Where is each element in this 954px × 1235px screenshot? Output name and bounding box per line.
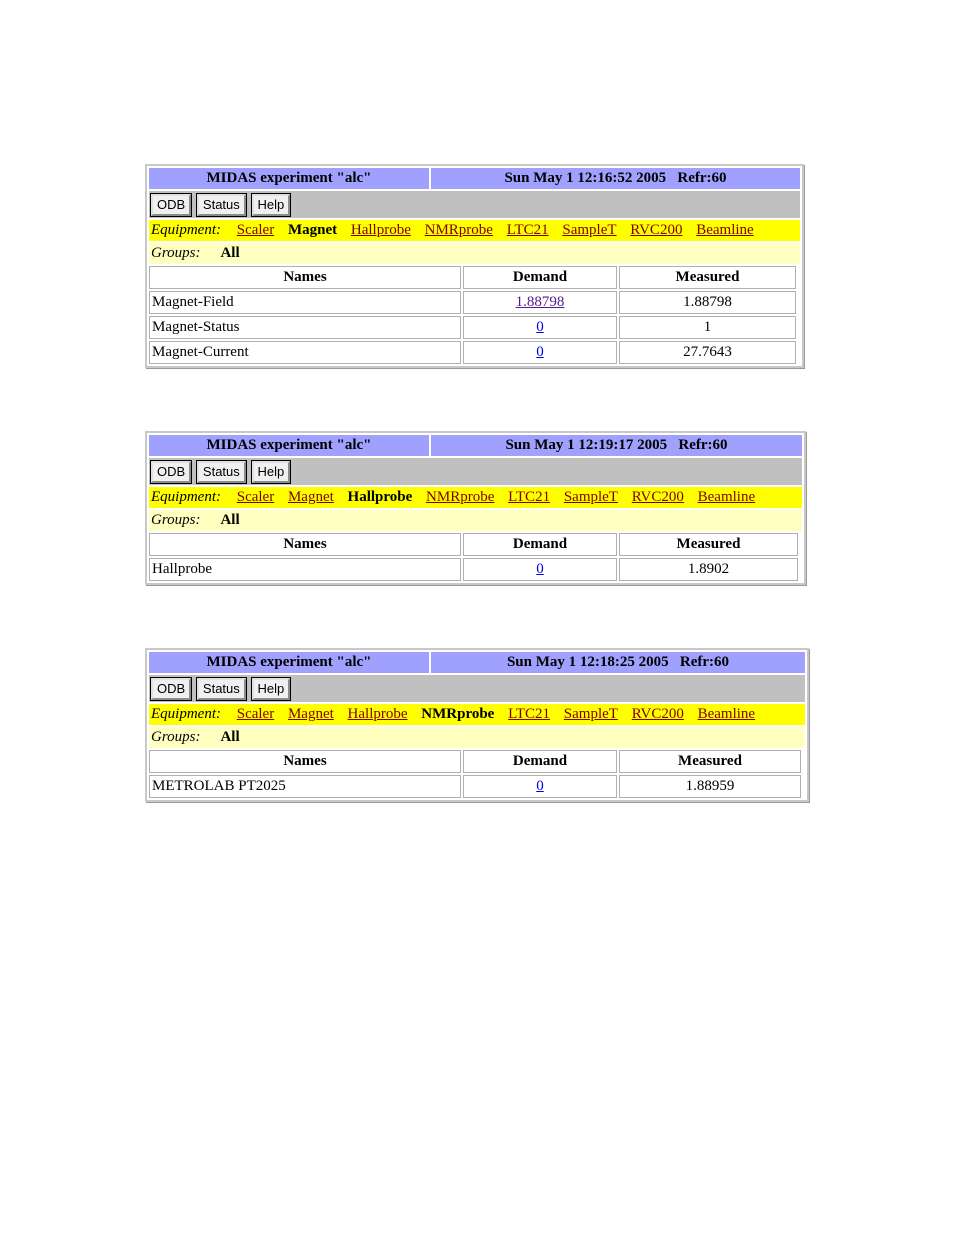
groups-bar <box>149 727 805 748</box>
status-button[interactable]: Status <box>197 461 246 483</box>
column-header-demand: Demand <box>463 266 617 289</box>
midas-table <box>147 650 807 800</box>
status-button[interactable]: Status <box>197 194 246 216</box>
button-bar <box>149 458 802 485</box>
equipment-link-rvc200[interactable]: RVC200 <box>630 222 683 238</box>
measured-value: 1.88798 <box>619 291 796 314</box>
group-current-all: All <box>220 729 240 745</box>
demand-link[interactable]: 0 <box>536 561 544 577</box>
equipment-link-rvc200[interactable]: RVC200 <box>631 489 684 505</box>
table-row <box>149 341 796 364</box>
equipment-bar <box>149 704 805 725</box>
variable-name: Hallprobe <box>149 558 461 581</box>
equipment-link-nmrprobe[interactable]: NMRprobe <box>424 222 493 238</box>
equipment-label: Equipment: <box>151 489 221 505</box>
column-header-measured: Measured <box>619 266 796 289</box>
datetime-refresh: Sun May 1 12:18:25 2005 Refr:60 <box>431 652 805 673</box>
midas-table <box>147 166 802 366</box>
datetime-refresh: Sun May 1 12:16:52 2005 Refr:60 <box>431 168 800 189</box>
experiment-title: MIDAS experiment "alc" <box>149 652 429 673</box>
measured-value: 27.7643 <box>619 341 796 364</box>
equipment-link-ltc21[interactable]: LTC21 <box>508 706 551 722</box>
experiment-title: MIDAS experiment "alc" <box>149 435 429 456</box>
midas-panel-magnet <box>145 164 804 368</box>
equipment-link-hallprobe[interactable]: Hallprobe <box>347 706 408 722</box>
table-row <box>149 775 801 798</box>
help-button[interactable]: Help <box>252 678 291 700</box>
group-current-all: All <box>220 512 240 528</box>
demand-link[interactable]: 1.88798 <box>515 294 565 310</box>
equipment-link-scaler[interactable]: Scaler <box>236 706 275 722</box>
equipment-link-ltc21[interactable]: LTC21 <box>506 222 549 238</box>
equipment-link-scaler[interactable]: Scaler <box>236 489 275 505</box>
equipment-link-samplet[interactable]: SampleT <box>562 222 617 238</box>
table-row <box>149 291 796 314</box>
help-button[interactable]: Help <box>252 194 291 216</box>
equipment-link-beamline[interactable]: Beamline <box>697 706 756 722</box>
variables-table <box>147 531 800 583</box>
equipment-current-nmrprobe: NMRprobe <box>421 706 495 722</box>
variable-name: Magnet-Field <box>149 291 461 314</box>
midas-panel-nmrprobe <box>145 648 809 802</box>
equipment-link-samplet[interactable]: SampleT <box>563 489 618 505</box>
variable-name: Magnet-Current <box>149 341 461 364</box>
group-current-all: All <box>220 245 240 261</box>
equipment-link-magnet[interactable]: Magnet <box>287 489 334 505</box>
column-header-names: Names <box>149 266 461 289</box>
equipment-link-hallprobe[interactable]: Hallprobe <box>350 222 411 238</box>
equipment-bar <box>149 487 802 508</box>
odb-button[interactable]: ODB <box>151 678 191 700</box>
odb-button[interactable]: ODB <box>151 194 191 216</box>
button-bar <box>149 191 800 218</box>
equipment-link-magnet[interactable]: Magnet <box>287 706 334 722</box>
measured-value: 1 <box>619 316 796 339</box>
equipment-current-magnet: Magnet <box>287 222 338 238</box>
equipment-bar <box>149 220 800 241</box>
column-header-measured: Measured <box>619 750 801 773</box>
button-bar <box>149 675 805 702</box>
equipment-link-samplet[interactable]: SampleT <box>563 706 618 722</box>
datetime-refresh: Sun May 1 12:19:17 2005 Refr:60 <box>431 435 802 456</box>
table-row <box>149 316 796 339</box>
status-button[interactable]: Status <box>197 678 246 700</box>
variable-name: Magnet-Status <box>149 316 461 339</box>
measured-value: 1.88959 <box>619 775 801 798</box>
groups-label: Groups: <box>151 245 201 261</box>
column-header-measured: Measured <box>619 533 798 556</box>
equipment-link-beamline[interactable]: Beamline <box>697 489 756 505</box>
equipment-label: Equipment: <box>151 222 221 238</box>
equipment-link-ltc21[interactable]: LTC21 <box>508 489 551 505</box>
measured-value: 1.8902 <box>619 558 798 581</box>
column-header-demand: Demand <box>463 533 617 556</box>
equipment-label: Equipment: <box>151 706 221 722</box>
groups-label: Groups: <box>151 729 201 745</box>
variables-table <box>147 264 798 366</box>
help-button[interactable]: Help <box>252 461 291 483</box>
demand-link[interactable]: 0 <box>536 319 544 335</box>
equipment-link-rvc200[interactable]: RVC200 <box>631 706 684 722</box>
odb-button[interactable]: ODB <box>151 461 191 483</box>
equipment-current-hallprobe: Hallprobe <box>347 489 413 505</box>
variable-name: METROLAB PT2025 <box>149 775 461 798</box>
midas-table <box>147 433 804 583</box>
equipment-link-nmrprobe[interactable]: NMRprobe <box>426 489 495 505</box>
groups-label: Groups: <box>151 512 201 528</box>
experiment-title: MIDAS experiment "alc" <box>149 168 429 189</box>
variables-table <box>147 748 803 800</box>
midas-panel-hallprobe <box>145 431 806 585</box>
column-header-demand: Demand <box>463 750 617 773</box>
demand-link[interactable]: 0 <box>536 344 544 360</box>
column-header-names: Names <box>149 750 461 773</box>
groups-bar <box>149 243 800 264</box>
table-row <box>149 558 798 581</box>
equipment-link-beamline[interactable]: Beamline <box>696 222 754 238</box>
column-header-names: Names <box>149 533 461 556</box>
demand-link[interactable]: 0 <box>536 778 544 794</box>
equipment-link-scaler[interactable]: Scaler <box>236 222 275 238</box>
groups-bar <box>149 510 802 531</box>
